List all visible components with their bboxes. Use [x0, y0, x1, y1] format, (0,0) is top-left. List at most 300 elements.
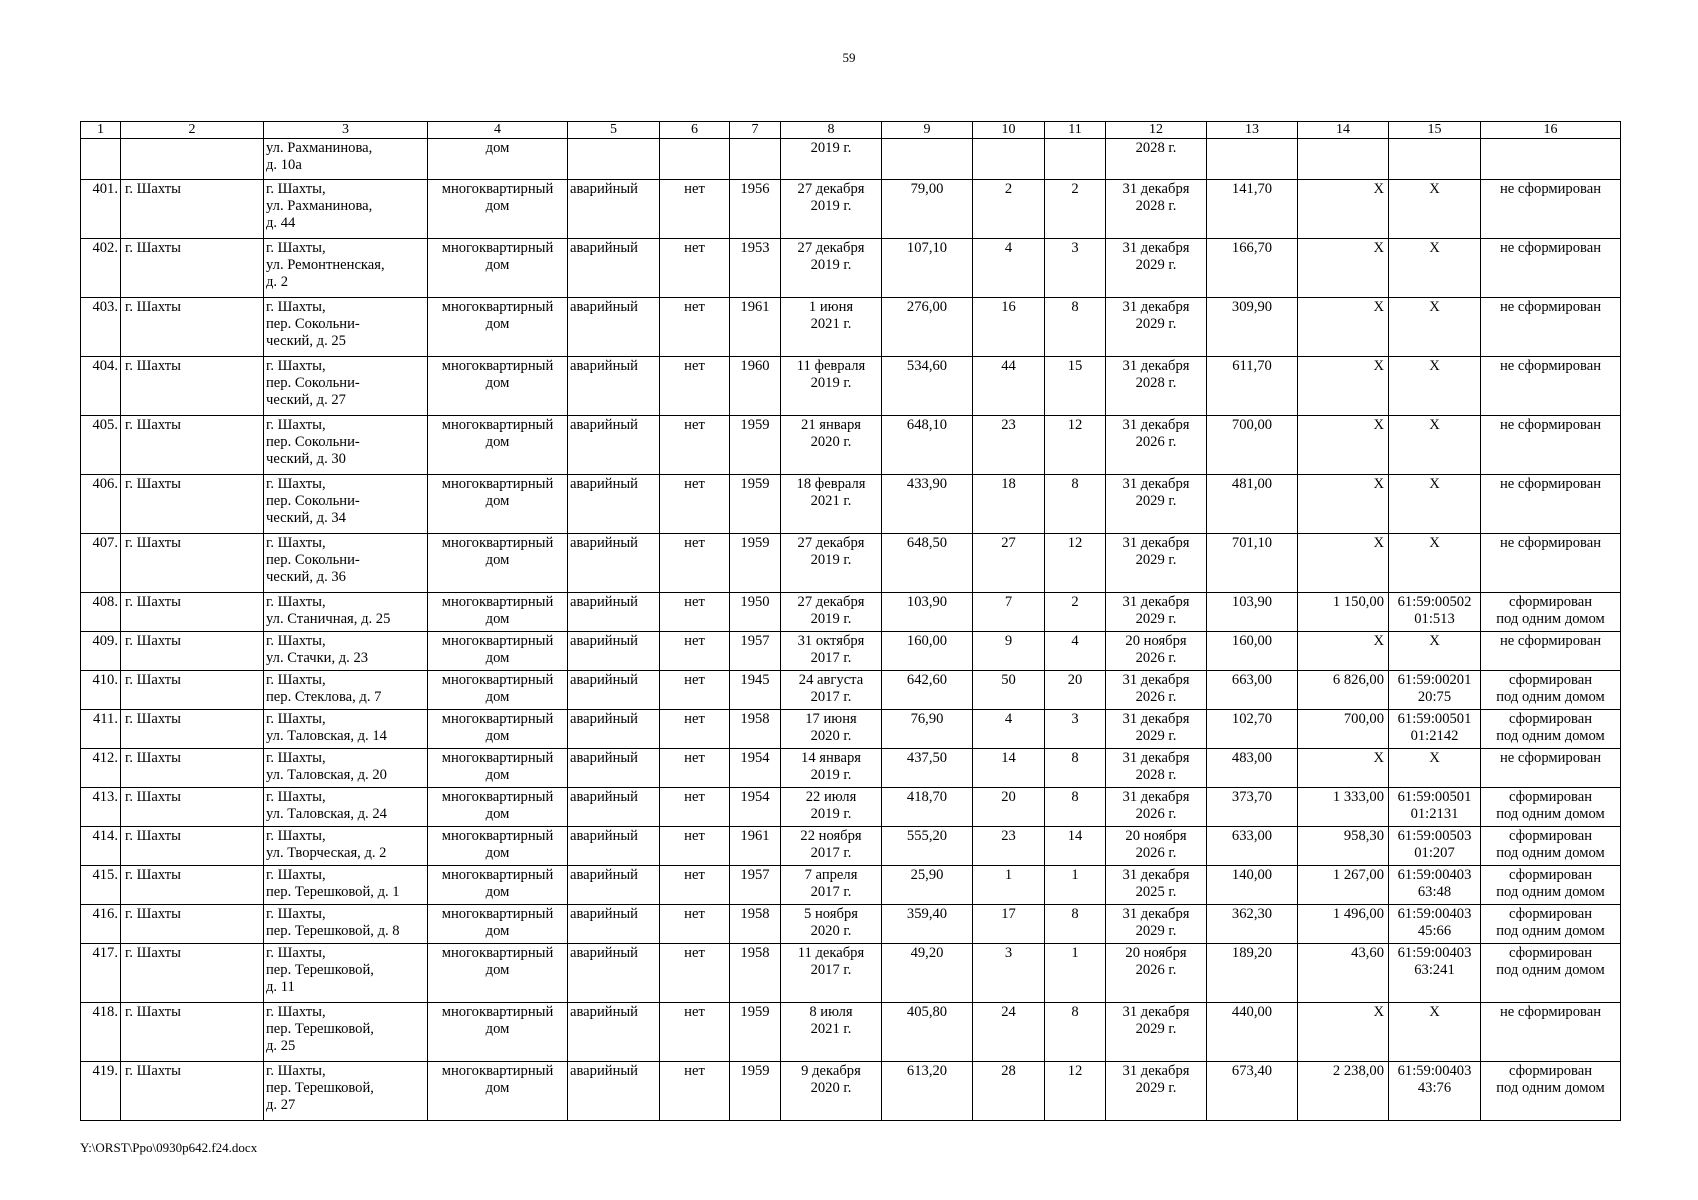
cell-row-number: 403. [81, 298, 121, 357]
cell-units: 8 [1045, 788, 1106, 827]
cell-cost: Х [1298, 357, 1389, 416]
cell-units: 3 [1045, 710, 1106, 749]
cell-address: г. Шахты, пер. Терешковой, д. 8 [264, 905, 428, 944]
cell-recognition-date: 7 апреля 2017 г. [781, 866, 882, 905]
cell-units: 12 [1045, 534, 1106, 593]
cell-residents: 2 [973, 180, 1045, 239]
cell-cost [1298, 139, 1389, 180]
header-cell: 4 [428, 122, 568, 139]
cell-house-status: аварийный [568, 475, 660, 534]
table-row [81, 788, 1621, 827]
cell-total-area: 103,90 [1207, 593, 1298, 632]
cell-cost: Х [1298, 298, 1389, 357]
cell-cadastral-number [1389, 139, 1481, 180]
cell-relocation-date: 20 ноября 2026 г. [1106, 632, 1207, 671]
cell-cadastral-number: 61:59:00403 45:66 [1389, 905, 1481, 944]
cell-year-built: 1959 [730, 1003, 781, 1062]
cell-total-area: 663,00 [1207, 671, 1298, 710]
cell-residents: 7 [973, 593, 1045, 632]
table-row [81, 593, 1621, 632]
cell-area: 648,10 [882, 416, 973, 475]
table-row [81, 905, 1621, 944]
cell-residents: 23 [973, 827, 1045, 866]
cell-units: 8 [1045, 1003, 1106, 1062]
cell-flag: нет [660, 534, 730, 593]
cell-land-status: сформирован под одним домом [1481, 944, 1621, 1003]
cell-cadastral-number: Х [1389, 239, 1481, 298]
cell-land-status: не сформирован [1481, 298, 1621, 357]
table-row [81, 139, 1621, 180]
header-cell: 5 [568, 122, 660, 139]
cell-year-built [730, 139, 781, 180]
cell-municipality: г. Шахты [121, 866, 264, 905]
cell-flag: нет [660, 788, 730, 827]
cell-house-type: многоквартирный дом [428, 905, 568, 944]
cell-municipality: г. Шахты [121, 298, 264, 357]
cell-relocation-date: 31 декабря 2028 г. [1106, 357, 1207, 416]
cell-flag: нет [660, 298, 730, 357]
cell-house-status: аварийный [568, 710, 660, 749]
cell-relocation-date: 31 декабря 2025 г. [1106, 866, 1207, 905]
cell-total-area [1207, 139, 1298, 180]
cell-flag [660, 139, 730, 180]
header-cell: 10 [973, 122, 1045, 139]
cell-cadastral-number: 61:59:00403 63:241 [1389, 944, 1481, 1003]
cell-units: 2 [1045, 593, 1106, 632]
cell-units: 3 [1045, 239, 1106, 298]
cell-flag: нет [660, 866, 730, 905]
cell-municipality: г. Шахты [121, 239, 264, 298]
cell-house-type: многоквартирный дом [428, 710, 568, 749]
cell-units: 1 [1045, 944, 1106, 1003]
cell-row-number: 410. [81, 671, 121, 710]
cell-row-number: 407. [81, 534, 121, 593]
cell-total-area: 701,10 [1207, 534, 1298, 593]
page-number: 59 [842, 50, 856, 65]
cell-recognition-date: 11 декабря 2017 г. [781, 944, 882, 1003]
cell-address: г. Шахты, пер. Терешковой, д. 27 [264, 1062, 428, 1121]
cell-house-type: многоквартирный дом [428, 671, 568, 710]
cell-flag: нет [660, 239, 730, 298]
cell-residents: 23 [973, 416, 1045, 475]
table-row [81, 416, 1621, 475]
cell-recognition-date: 27 декабря 2019 г. [781, 239, 882, 298]
cell-relocation-date: 31 декабря 2026 г. [1106, 416, 1207, 475]
cell-year-built: 1960 [730, 357, 781, 416]
cell-flag: нет [660, 416, 730, 475]
cell-house-status: аварийный [568, 671, 660, 710]
cell-house-type: многоквартирный дом [428, 788, 568, 827]
cell-cost: 700,00 [1298, 710, 1389, 749]
cell-municipality: г. Шахты [121, 788, 264, 827]
cell-land-status: сформирован под одним домом [1481, 905, 1621, 944]
cell-relocation-date: 20 ноября 2026 г. [1106, 944, 1207, 1003]
cell-flag: нет [660, 944, 730, 1003]
cell-municipality: г. Шахты [121, 357, 264, 416]
cell-cadastral-number: 61:59:00403 63:48 [1389, 866, 1481, 905]
cell-total-area: 373,70 [1207, 788, 1298, 827]
table-row [81, 180, 1621, 239]
cell-total-area: 440,00 [1207, 1003, 1298, 1062]
cell-area: 76,90 [882, 710, 973, 749]
cell-row-number: 401. [81, 180, 121, 239]
cell-relocation-date: 31 декабря 2029 г. [1106, 1062, 1207, 1121]
cell-municipality: г. Шахты [121, 475, 264, 534]
cell-address: г. Шахты, пер. Сокольни- ческий, д. 30 [264, 416, 428, 475]
cell-total-area: 102,70 [1207, 710, 1298, 749]
cell-house-type: многоквартирный дом [428, 416, 568, 475]
cell-units: 20 [1045, 671, 1106, 710]
cell-land-status: сформирован под одним домом [1481, 1062, 1621, 1121]
cell-cadastral-number: Х [1389, 632, 1481, 671]
cell-residents: 24 [973, 1003, 1045, 1062]
cell-total-area: 189,20 [1207, 944, 1298, 1003]
cell-row-number [81, 139, 121, 180]
cell-total-area: 633,00 [1207, 827, 1298, 866]
cell-units [1045, 139, 1106, 180]
cell-total-area: 673,40 [1207, 1062, 1298, 1121]
cell-land-status: не сформирован [1481, 632, 1621, 671]
cell-relocation-date: 31 декабря 2028 г. [1106, 180, 1207, 239]
cell-year-built: 1961 [730, 298, 781, 357]
cell-year-built: 1954 [730, 749, 781, 788]
cell-house-type: многоквартирный дом [428, 749, 568, 788]
cell-units: 1 [1045, 866, 1106, 905]
cell-land-status: не сформирован [1481, 534, 1621, 593]
cell-house-status: аварийный [568, 905, 660, 944]
cell-house-status: аварийный [568, 239, 660, 298]
cell-recognition-date: 2019 г. [781, 139, 882, 180]
cell-house-status: аварийный [568, 357, 660, 416]
cell-row-number: 408. [81, 593, 121, 632]
cell-residents: 9 [973, 632, 1045, 671]
cell-row-number: 413. [81, 788, 121, 827]
cell-area: 613,20 [882, 1062, 973, 1121]
cell-house-type: многоквартирный дом [428, 1003, 568, 1062]
cell-cost: Х [1298, 416, 1389, 475]
cell-row-number: 411. [81, 710, 121, 749]
cell-row-number: 405. [81, 416, 121, 475]
cell-residents: 28 [973, 1062, 1045, 1121]
cell-recognition-date: 11 февраля 2019 г. [781, 357, 882, 416]
cell-cadastral-number: 61:59:00502 01:513 [1389, 593, 1481, 632]
cell-row-number: 417. [81, 944, 121, 1003]
cell-address: г. Шахты, ул. Рахманинова, д. 44 [264, 180, 428, 239]
cell-land-status: сформирован под одним домом [1481, 827, 1621, 866]
cell-flag: нет [660, 827, 730, 866]
housing-table [80, 121, 1621, 1121]
cell-year-built: 1959 [730, 475, 781, 534]
cell-house-type: многоквартирный дом [428, 534, 568, 593]
cell-area: 433,90 [882, 475, 973, 534]
cell-cost: 1 150,00 [1298, 593, 1389, 632]
table-row [81, 671, 1621, 710]
cell-residents: 4 [973, 239, 1045, 298]
cell-municipality: г. Шахты [121, 1062, 264, 1121]
cell-recognition-date: 8 июля 2021 г. [781, 1003, 882, 1062]
cell-house-status: аварийный [568, 1003, 660, 1062]
cell-address: г. Шахты, ул. Таловская, д. 14 [264, 710, 428, 749]
cell-flag: нет [660, 671, 730, 710]
cell-relocation-date: 31 декабря 2029 г. [1106, 710, 1207, 749]
cell-municipality: г. Шахты [121, 671, 264, 710]
header-cell: 16 [1481, 122, 1621, 139]
cell-house-type: многоквартирный дом [428, 298, 568, 357]
cell-year-built: 1953 [730, 239, 781, 298]
cell-house-type: многоквартирный дом [428, 239, 568, 298]
cell-land-status: не сформирован [1481, 1003, 1621, 1062]
header-cell: 3 [264, 122, 428, 139]
cell-house-status: аварийный [568, 534, 660, 593]
cell-address: г. Шахты, ул. Стачки, д. 23 [264, 632, 428, 671]
cell-cost: Х [1298, 534, 1389, 593]
cell-municipality [121, 139, 264, 180]
cell-relocation-date: 20 ноября 2026 г. [1106, 827, 1207, 866]
cell-cadastral-number: 61:59:00403 43:76 [1389, 1062, 1481, 1121]
cell-recognition-date: 22 июля 2019 г. [781, 788, 882, 827]
cell-row-number: 404. [81, 357, 121, 416]
cell-land-status: не сформирован [1481, 357, 1621, 416]
cell-total-area: 611,70 [1207, 357, 1298, 416]
cell-cost: Х [1298, 632, 1389, 671]
cell-residents: 44 [973, 357, 1045, 416]
cell-total-area: 362,30 [1207, 905, 1298, 944]
cell-relocation-date: 31 декабря 2029 г. [1106, 1003, 1207, 1062]
table-row [81, 357, 1621, 416]
cell-units: 12 [1045, 416, 1106, 475]
cell-total-area: 166,70 [1207, 239, 1298, 298]
cell-cadastral-number: 61:59:00501 01:2131 [1389, 788, 1481, 827]
cell-residents: 50 [973, 671, 1045, 710]
cell-house-type: многоквартирный дом [428, 357, 568, 416]
cell-recognition-date: 21 января 2020 г. [781, 416, 882, 475]
cell-year-built: 1945 [730, 671, 781, 710]
cell-residents: 20 [973, 788, 1045, 827]
header-cell: 2 [121, 122, 264, 139]
cell-municipality: г. Шахты [121, 710, 264, 749]
cell-land-status: сформирован под одним домом [1481, 788, 1621, 827]
cell-year-built: 1958 [730, 710, 781, 749]
cell-house-type: многоквартирный дом [428, 475, 568, 534]
cell-area: 405,80 [882, 1003, 973, 1062]
cell-row-number: 402. [81, 239, 121, 298]
table-row [81, 239, 1621, 298]
cell-address: г. Шахты, ул. Таловская, д. 24 [264, 788, 428, 827]
cell-address: г. Шахты, ул. Ремонтненская, д. 2 [264, 239, 428, 298]
cell-municipality: г. Шахты [121, 944, 264, 1003]
cell-cost: Х [1298, 239, 1389, 298]
table-row [81, 827, 1621, 866]
cell-recognition-date: 9 декабря 2020 г. [781, 1062, 882, 1121]
header-cell: 13 [1207, 122, 1298, 139]
cell-flag: нет [660, 357, 730, 416]
cell-house-type: многоквартирный дом [428, 180, 568, 239]
cell-residents: 1 [973, 866, 1045, 905]
cell-units: 8 [1045, 298, 1106, 357]
cell-land-status: сформирован под одним домом [1481, 671, 1621, 710]
cell-relocation-date: 31 декабря 2026 г. [1106, 671, 1207, 710]
cell-address: г. Шахты, пер. Терешковой, д. 25 [264, 1003, 428, 1062]
cell-area: 25,90 [882, 866, 973, 905]
cell-residents [973, 139, 1045, 180]
cell-area: 437,50 [882, 749, 973, 788]
cell-flag: нет [660, 710, 730, 749]
cell-residents: 27 [973, 534, 1045, 593]
cell-cost: 6 826,00 [1298, 671, 1389, 710]
header-cell: 12 [1106, 122, 1207, 139]
cell-row-number: 419. [81, 1062, 121, 1121]
cell-cadastral-number: Х [1389, 357, 1481, 416]
cell-recognition-date: 24 августа 2017 г. [781, 671, 882, 710]
cell-year-built: 1959 [730, 416, 781, 475]
cell-cost: Х [1298, 475, 1389, 534]
cell-area: 79,00 [882, 180, 973, 239]
cell-municipality: г. Шахты [121, 905, 264, 944]
cell-year-built: 1959 [730, 1062, 781, 1121]
cell-house-status: аварийный [568, 632, 660, 671]
cell-area: 103,90 [882, 593, 973, 632]
cell-municipality: г. Шахты [121, 416, 264, 475]
cell-area [882, 139, 973, 180]
cell-cadastral-number: Х [1389, 534, 1481, 593]
cell-address: ул. Рахманинова, д. 10а [264, 139, 428, 180]
cell-area: 359,40 [882, 905, 973, 944]
cell-municipality: г. Шахты [121, 632, 264, 671]
cell-municipality: г. Шахты [121, 593, 264, 632]
cell-units: 12 [1045, 1062, 1106, 1121]
cell-flag: нет [660, 1003, 730, 1062]
cell-area: 642,60 [882, 671, 973, 710]
cell-recognition-date: 18 февраля 2021 г. [781, 475, 882, 534]
cell-units: 8 [1045, 475, 1106, 534]
cell-address: г. Шахты, ул. Станичная, д. 25 [264, 593, 428, 632]
cell-flag: нет [660, 905, 730, 944]
header-cell: 8 [781, 122, 882, 139]
cell-cadastral-number: Х [1389, 475, 1481, 534]
cell-house-type: дом [428, 139, 568, 180]
cell-year-built: 1961 [730, 827, 781, 866]
cell-year-built: 1957 [730, 866, 781, 905]
cell-house-status: аварийный [568, 827, 660, 866]
cell-total-area: 483,00 [1207, 749, 1298, 788]
cell-area: 107,10 [882, 239, 973, 298]
cell-house-status: аварийный [568, 593, 660, 632]
cell-area: 418,70 [882, 788, 973, 827]
cell-relocation-date: 31 декабря 2029 г. [1106, 239, 1207, 298]
table-row [81, 632, 1621, 671]
cell-house-type: многоквартирный дом [428, 866, 568, 905]
cell-municipality: г. Шахты [121, 1003, 264, 1062]
cell-cadastral-number: 61:59:00501 01:2142 [1389, 710, 1481, 749]
cell-cadastral-number: Х [1389, 749, 1481, 788]
cell-cost: 1 267,00 [1298, 866, 1389, 905]
cell-year-built: 1957 [730, 632, 781, 671]
cell-land-status: не сформирован [1481, 475, 1621, 534]
cell-year-built: 1950 [730, 593, 781, 632]
cell-row-number: 414. [81, 827, 121, 866]
cell-cadastral-number: Х [1389, 416, 1481, 475]
cell-flag: нет [660, 749, 730, 788]
table-row [81, 475, 1621, 534]
cell-total-area: 700,00 [1207, 416, 1298, 475]
cell-year-built: 1956 [730, 180, 781, 239]
cell-flag: нет [660, 1062, 730, 1121]
cell-row-number: 406. [81, 475, 121, 534]
cell-relocation-date: 31 декабря 2029 г. [1106, 298, 1207, 357]
cell-flag: нет [660, 632, 730, 671]
cell-units: 8 [1045, 905, 1106, 944]
cell-area: 276,00 [882, 298, 973, 357]
header-cell: 11 [1045, 122, 1106, 139]
cell-year-built: 1959 [730, 534, 781, 593]
cell-house-status [568, 139, 660, 180]
cell-land-status [1481, 139, 1621, 180]
cell-recognition-date: 1 июня 2021 г. [781, 298, 882, 357]
cell-units: 15 [1045, 357, 1106, 416]
cell-relocation-date: 2028 г. [1106, 139, 1207, 180]
cell-relocation-date: 31 декабря 2026 г. [1106, 788, 1207, 827]
header-cell: 9 [882, 122, 973, 139]
header-cell: 15 [1389, 122, 1481, 139]
header-cell: 6 [660, 122, 730, 139]
cell-area: 555,20 [882, 827, 973, 866]
cell-municipality: г. Шахты [121, 180, 264, 239]
cell-address: г. Шахты, пер. Сокольни- ческий, д. 34 [264, 475, 428, 534]
cell-house-status: аварийный [568, 416, 660, 475]
cell-units: 2 [1045, 180, 1106, 239]
cell-address: г. Шахты, пер. Терешковой, д. 11 [264, 944, 428, 1003]
cell-municipality: г. Шахты [121, 534, 264, 593]
cell-address: г. Шахты, ул. Таловская, д. 20 [264, 749, 428, 788]
header-row [81, 122, 1621, 139]
cell-flag: нет [660, 180, 730, 239]
cell-house-type: многоквартирный дом [428, 1062, 568, 1121]
cell-house-type: многоквартирный дом [428, 827, 568, 866]
table-row [81, 1062, 1621, 1121]
cell-area: 648,50 [882, 534, 973, 593]
cell-total-area: 160,00 [1207, 632, 1298, 671]
cell-address: г. Шахты, пер. Сокольни- ческий, д. 27 [264, 357, 428, 416]
cell-land-status: сформирован под одним домом [1481, 866, 1621, 905]
cell-units: 4 [1045, 632, 1106, 671]
cell-residents: 17 [973, 905, 1045, 944]
cell-recognition-date: 14 января 2019 г. [781, 749, 882, 788]
cell-area: 160,00 [882, 632, 973, 671]
cell-land-status: не сформирован [1481, 239, 1621, 298]
cell-units: 14 [1045, 827, 1106, 866]
cell-address: г. Шахты, пер. Сокольни- ческий, д. 25 [264, 298, 428, 357]
cell-address: г. Шахты, ул. Творческая, д. 2 [264, 827, 428, 866]
cell-residents: 14 [973, 749, 1045, 788]
cell-relocation-date: 31 декабря 2029 г. [1106, 534, 1207, 593]
cell-cost: Х [1298, 749, 1389, 788]
cell-address: г. Шахты, пер. Стеклова, д. 7 [264, 671, 428, 710]
cell-relocation-date: 31 декабря 2028 г. [1106, 749, 1207, 788]
cell-house-status: аварийный [568, 944, 660, 1003]
cell-flag: нет [660, 475, 730, 534]
cell-house-type: многоквартирный дом [428, 632, 568, 671]
cell-cost: Х [1298, 180, 1389, 239]
cell-house-status: аварийный [568, 866, 660, 905]
cell-relocation-date: 31 декабря 2029 г. [1106, 593, 1207, 632]
cell-total-area: 481,00 [1207, 475, 1298, 534]
cell-residents: 16 [973, 298, 1045, 357]
cell-row-number: 415. [81, 866, 121, 905]
cell-land-status: не сформирован [1481, 416, 1621, 475]
table-row [81, 534, 1621, 593]
cell-recognition-date: 27 декабря 2019 г. [781, 593, 882, 632]
cell-cost: Х [1298, 1003, 1389, 1062]
